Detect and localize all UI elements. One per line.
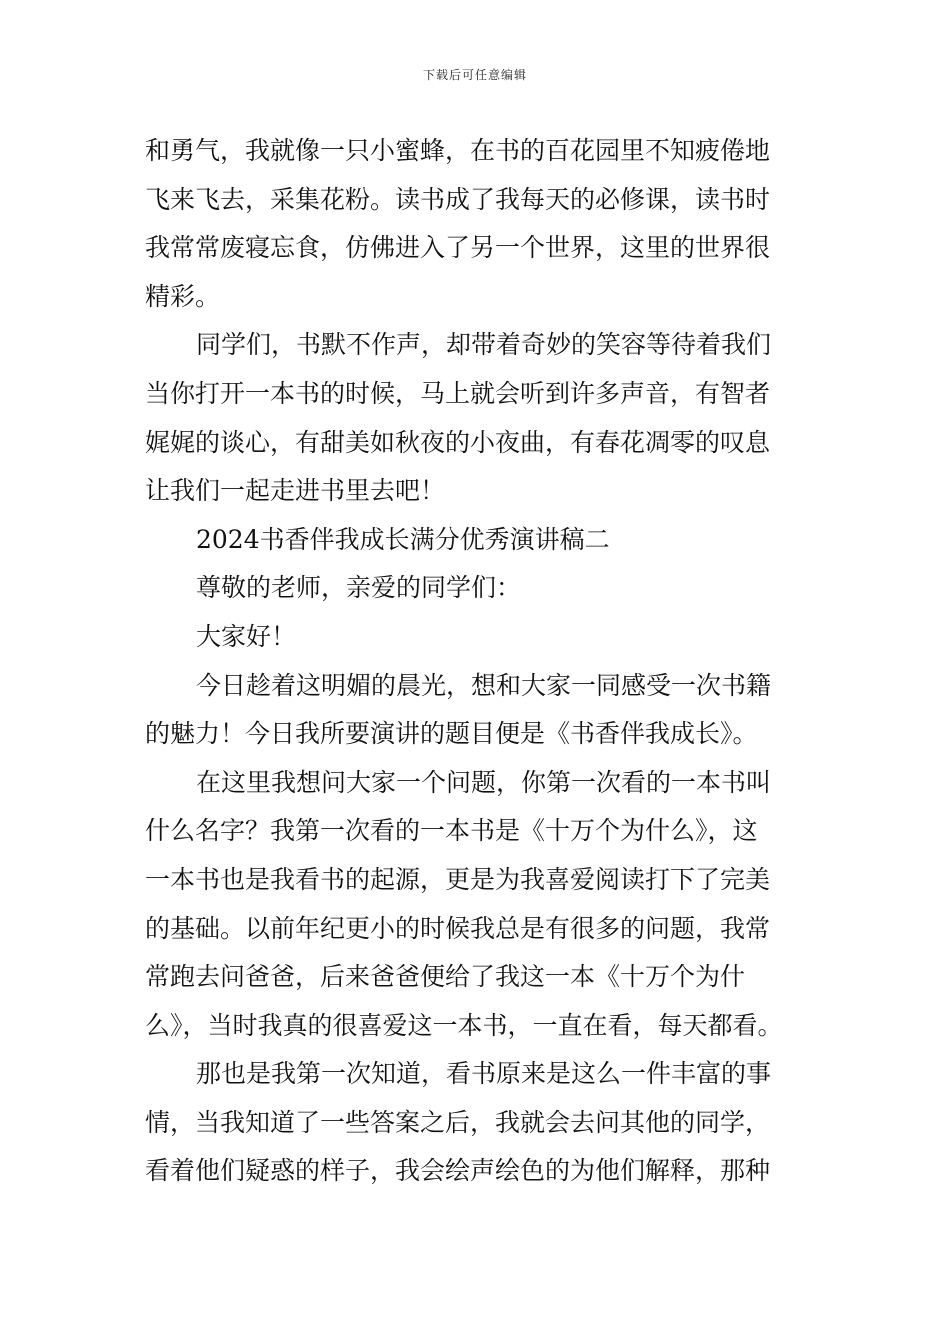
text-line: 什么名字？我第一次看的一本书是《十万个为什么》，这	[145, 816, 758, 846]
text-line: 那也是我第一次知道，看书原来是这么一件丰富的事	[196, 1059, 772, 1089]
text-line: 在这里我想问大家一个问题，你第一次看的一本书叫	[196, 767, 772, 797]
text-line: 的基础。以前年纪更小的时候我总是有很多的问题，我常	[145, 913, 771, 943]
greeting: 大家好！	[196, 621, 297, 651]
text-line: 和勇气，我就像一只小蜜蜂，在书的百花园里不知疲倦地	[145, 136, 771, 165]
text-line: 么》，当时我真的很喜爱这一本书，一直在看，每天都看。	[145, 1010, 783, 1040]
text-line: 精彩。	[145, 281, 221, 311]
text-line: 让我们一起走进书里去吧！	[145, 476, 446, 506]
text-line: 同学们，书默不作声，却带着奇妙的笑容等待着我们	[196, 330, 772, 360]
text-line: 飞来飞去，采集花粉。读书成了我每天的必修课，读书时	[145, 184, 771, 214]
document-body	[145, 127, 810, 1196]
text-line: 常跑去问爸爸，后来爸爸便给了我这一本《十万个为什	[145, 962, 746, 992]
text-line: 看着他们疑惑的样子，我会绘声绘色的为他们解释，那种	[145, 1156, 771, 1186]
text-line: 情，当我知道了一些答案之后，我就会去问其他的同学，	[145, 1107, 771, 1137]
page-header-note: 下载后可任意编辑	[422, 68, 527, 82]
section-heading: 2024书香伴我成长满分优秀演讲稿二	[196, 524, 610, 554]
text-line: 当你打开一本书的时候，马上就会听到许多声音，有智者	[145, 378, 771, 408]
salutation: 尊敬的老师，亲爱的同学们：	[196, 573, 522, 603]
text-line: 的魅力！今日我所要演讲的题目便是《书香伴我成长》。	[145, 719, 758, 749]
text-line: 今日趁着这明媚的晨光，想和大家一同感受一次书籍	[196, 670, 772, 700]
text-line: 娓娓的谈心，有甜美如秋夜的小夜曲，有春花凋零的叹息	[145, 427, 771, 457]
text-line: 我常常废寝忘食，仿佛进入了另一个世界，这里的世界很	[145, 233, 771, 263]
text-line: 一本书也是我看书的起源，更是为我喜爱阅读打下了完美	[145, 864, 771, 894]
